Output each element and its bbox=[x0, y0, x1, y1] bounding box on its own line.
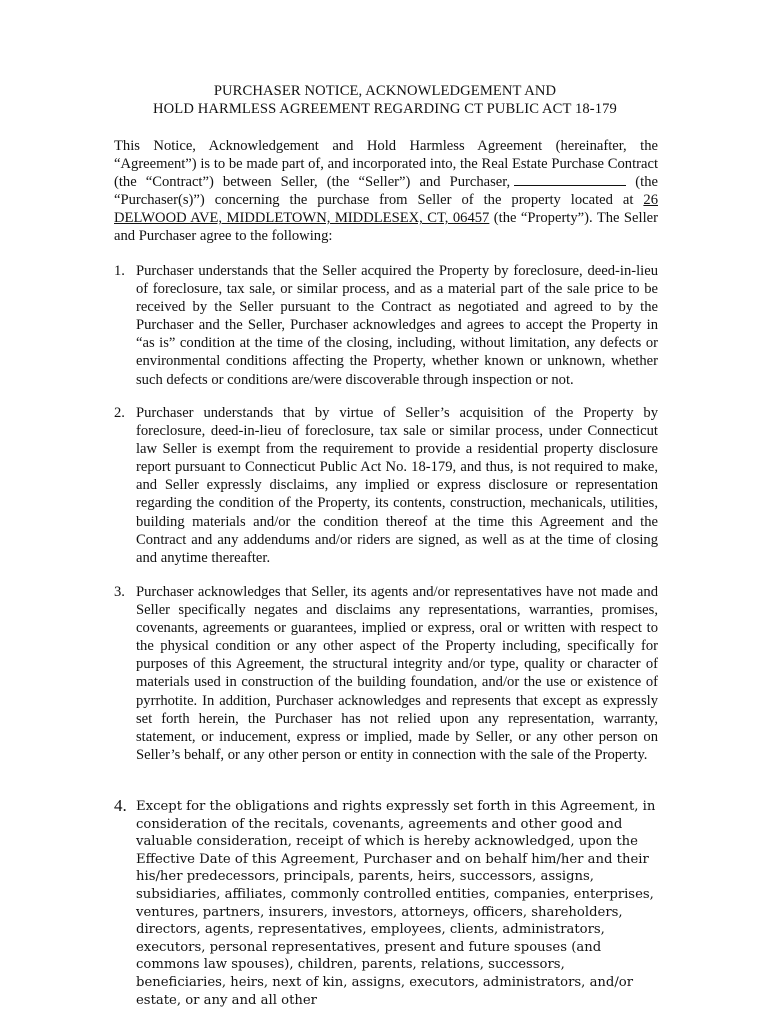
list-item bbox=[114, 583, 658, 764]
document-title-line-2: HOLD HARMLESS AGREEMENT REGARDING CT PUBLIC ACT 18-179 bbox=[153, 101, 617, 117]
item-number: 1. bbox=[114, 263, 125, 279]
item-number: 4. bbox=[114, 796, 127, 815]
intro-text-1: This Notice, Acknowledgement and Hold Harmless Agreement (hereinafter, the “Agreement”) is to be made part of, and incorporated into, the Real Estate Purchase Contract (the “Contract”) between Seller, (the “Seller”) and Purchaser, bbox=[114, 138, 658, 191]
item-number: 3. bbox=[114, 584, 125, 600]
intro-text-3: (the “Property”). The Seller and Purchaser agree to the following: bbox=[114, 210, 658, 245]
item-text: Purchaser understands that by virtue of Seller’s acquisition of the Property by foreclosure, deed-in-lieu of foreclosure, tax sale or similar process, under Connecticut law Seller is exempt from the requirement to provide a residential property disclosure report pursuant to Connecticut Public Act No. 18-179, and thus, is not required to make, and Seller expressly disclaims, any implied or express disclosure or representation regarding the condition of the Property, its contents, construction, mechanicals, utilities, building materials and/or the condition thereof at the time this Agreement and the Contract and any addendums and/or riders are signed, as well as at the time of closing and anytime thereafter. bbox=[136, 405, 658, 566]
list-item bbox=[114, 404, 658, 567]
item-text: Purchaser acknowledges that Seller, its agents and/or representatives have not made and Seller specifically negates and disclaims any representations, warranties, promises, covenants, agreements or guarantees, implied or express, oral or written with respect to the physical condition or any other aspect of the Property including, specifically for purposes of this Agreement, the structural integrity and/or type, quality or character of materials used in construction of the building foundation, and/or the use or existence of pyrrhotite. In addition, Purchaser acknowledges and represents that except as expressly set forth herein, the Purchaser has not relied upon any representation, warranty, statement, or inducement, express or implied, made by Seller, or any other person on Seller’s behalf, or any other person or entity in connection with the sale of the Property. bbox=[136, 584, 658, 763]
item-number: 2. bbox=[114, 405, 125, 421]
property-address: 26 DELWOOD AVE, MIDDLETOWN, MIDDLESEX, CT, 06457 bbox=[114, 192, 658, 227]
intro-text-2: (the “Purchaser(s)”) concerning the purchase from Seller of the property located at bbox=[114, 174, 658, 209]
list-item bbox=[114, 798, 658, 1009]
item-text: Except for the obligations and rights expressly set forth in this Agreement, in consideration of the recitals, covenants, agreements and other good and valuable consideration, receipt of which is hereby acknowledged, upon the Effective Date of this Agreement, Purchaser and on behalf him/her and their his/her predecessors, principals, parents, heirs, successors, assigns, subsidiaries, affiliates, commonly controlled entities, companies, enterprises, ventures, partners, insurers, investors, attorneys, officers, shareholders, directors, agents, representatives, employees, clients, administrators, executors, personal representatives, present and future spouses (and commons law spouses), children, parents, relations, successors, beneficiaries, heirs, next of kin, assigns, executors, administrators, and/or estate, or any and all other bbox=[136, 799, 656, 1008]
list-item bbox=[114, 262, 658, 389]
intro-paragraph bbox=[114, 137, 658, 246]
purchaser-name-blank[interactable] bbox=[514, 173, 626, 186]
document-title-line-1: PURCHASER NOTICE, ACKNOWLEDGEMENT AND bbox=[213, 83, 557, 99]
item-text: Purchaser understands that the Seller acquired the Property by foreclosure, deed-in-lieu of foreclosure, tax sale, or similar process, and as a material part of the sale price to be received by the Seller pursuant to the Contract as negotiated and agreed to by the Purchaser and the Seller, Purchaser acknowledges and agrees to accept the Property in “as is” condition at the time of the closing, including, without limitation, any defects or environmental conditions affecting the Property, whether known or unknown, whether such defects or conditions are/were discoverable through inspection or not. bbox=[136, 263, 658, 388]
